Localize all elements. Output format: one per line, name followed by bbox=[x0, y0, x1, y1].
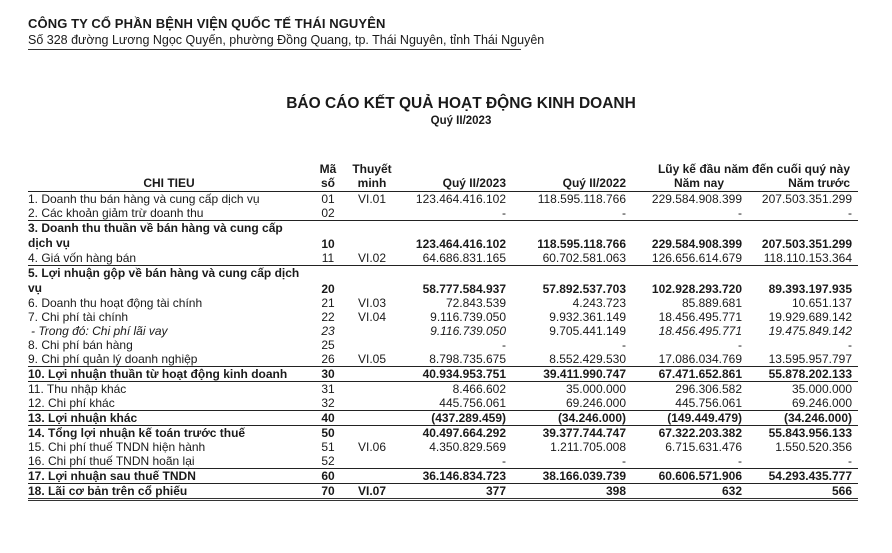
row-code: 32 bbox=[321, 396, 335, 410]
row-value-cum-current: 632 bbox=[628, 484, 744, 500]
row-item-label: 12. Chi phí khác bbox=[28, 396, 115, 410]
row-value-cum-current: - bbox=[738, 454, 742, 468]
row-value-cum-prior: 19.475.849.142 bbox=[768, 324, 853, 338]
row-value-q-prior: 9.932.361.149 bbox=[549, 310, 626, 324]
row-value-q-prior: 118.595.118.766 bbox=[537, 192, 626, 206]
row-note bbox=[346, 206, 398, 221]
row-note bbox=[346, 266, 398, 297]
row-value-cum-current: - bbox=[628, 206, 744, 221]
row-value-cum-current: 6.715.631.476 bbox=[665, 440, 742, 454]
column-header-cum-current: Năm nay bbox=[628, 176, 744, 192]
row-value-q-prior: 398 bbox=[508, 484, 628, 500]
row-item-label: 18. Lãi cơ bản trên cổ phiếu bbox=[28, 484, 310, 500]
row-value-q-current: - bbox=[502, 338, 506, 352]
row-value-q-prior: 4.243.723 bbox=[572, 296, 626, 310]
row-item-label: 11. Thu nhập khác bbox=[28, 382, 127, 396]
row-value-q-current: 9.116.739.050 bbox=[430, 324, 506, 338]
row-note bbox=[346, 338, 398, 352]
row-note bbox=[346, 411, 398, 426]
row-value-q-current: 36.146.834.723 bbox=[398, 469, 508, 484]
row-value-cum-current: (149.449.479) bbox=[628, 411, 744, 426]
row-value-cum-prior: 54.293.435.777 bbox=[744, 469, 858, 484]
row-note bbox=[346, 469, 398, 484]
row-value-q-prior: 69.246.000 bbox=[565, 396, 626, 410]
row-code: 26 bbox=[321, 352, 335, 366]
row-value-cum-prior: 89.393.197.935 bbox=[744, 266, 858, 297]
row-value-cum-current: 60.606.571.906 bbox=[628, 469, 744, 484]
row-value-cum-current: 445.756.061 bbox=[675, 396, 742, 410]
row-value-cum-current: 229.584.908.399 bbox=[651, 192, 742, 206]
table-row bbox=[28, 352, 858, 367]
row-value-q-current: 8.798.735.675 bbox=[429, 352, 506, 366]
company-address: Số 328 đường Lương Ngọc Quyến, phường Đồng Quang, tp. Thái Nguyên, tỉnh Thái Nguyên bbox=[28, 33, 545, 47]
table-row bbox=[28, 367, 858, 382]
row-note: VI.07 bbox=[346, 484, 398, 500]
row-value-q-current: 445.756.061 bbox=[439, 396, 506, 410]
row-note bbox=[346, 367, 398, 382]
row-item-label: 15. Chi phí thuế TNDN hiện hành bbox=[28, 440, 206, 454]
row-value-cum-prior: 207.503.351.299 bbox=[761, 192, 853, 206]
column-header-code-top: Mã bbox=[319, 162, 337, 176]
row-item-label: 16. Chi phí thuế TNDN hoãn lại bbox=[28, 454, 195, 468]
table-row bbox=[28, 324, 858, 338]
row-item-label: 6. Doanh thu hoạt động tài chính bbox=[28, 296, 203, 310]
row-value-cum-prior: 207.503.351.299 bbox=[761, 237, 853, 251]
row-value-cum-current: 17.086.034.769 bbox=[658, 352, 742, 366]
table-row bbox=[28, 484, 858, 500]
row-value-cum-prior: 1.550.520.356 bbox=[775, 440, 853, 454]
table-row bbox=[28, 310, 858, 324]
row-item-label: 14. Tổng lợi nhuận kế toán trước thuế bbox=[28, 426, 246, 440]
row-item-label: 17. Lợi nhuận sau thuế TNDN bbox=[28, 469, 310, 484]
row-value-cum-prior: 13.595.957.797 bbox=[768, 352, 853, 366]
table-row bbox=[28, 296, 858, 310]
row-code: 52 bbox=[321, 454, 335, 468]
row-code: 60 bbox=[310, 469, 346, 484]
column-header-note-bottom: minh bbox=[346, 176, 398, 192]
row-value-q-current: 8.466.602 bbox=[452, 382, 506, 396]
income-statement-table bbox=[28, 162, 858, 501]
row-item-label: 7. Chi phí tài chính bbox=[28, 310, 129, 324]
row-value-cum-current: 18.456.495.771 bbox=[658, 310, 742, 324]
table-row bbox=[28, 266, 858, 297]
row-value-q-current: 123.464.416.102 bbox=[415, 237, 506, 251]
row-value-cum-prior: 69.246.000 bbox=[791, 396, 853, 410]
table-row bbox=[28, 206, 858, 221]
row-item-label: 5. Lợi nhuận gộp về bán hàng và cung cấp dịch vụ bbox=[28, 266, 310, 297]
row-value-cum-current: 67.322.203.382 bbox=[658, 426, 742, 440]
row-value-q-prior: - bbox=[622, 454, 626, 468]
row-item-label: 4. Giá vốn hàng bán bbox=[28, 251, 137, 265]
column-header-cum-prior: Năm trước bbox=[744, 176, 858, 192]
row-value-cum-current: 18.456.495.771 bbox=[658, 324, 742, 338]
row-value-q-prior: 35.000.000 bbox=[565, 382, 626, 396]
table-row bbox=[28, 440, 858, 454]
row-code: 50 bbox=[321, 426, 335, 440]
row-value-q-prior: 9.705.441.149 bbox=[549, 324, 626, 338]
row-code: 20 bbox=[310, 266, 346, 297]
row-code: 70 bbox=[310, 484, 346, 500]
column-header-cumulative: Lũy kế đầu năm đến cuối quý này bbox=[657, 162, 851, 176]
row-value-q-prior: - bbox=[508, 206, 628, 221]
row-note: VI.05 bbox=[357, 352, 387, 366]
row-code: 30 bbox=[310, 367, 346, 382]
row-value-cum-prior: 118.110.153.364 bbox=[763, 251, 853, 265]
row-value-cum-current: 229.584.908.399 bbox=[651, 237, 742, 251]
row-value-cum-current: 296.306.582 bbox=[675, 382, 742, 396]
row-value-cum-current: 85.889.681 bbox=[681, 296, 742, 310]
row-value-q-prior: 1.211.705.008 bbox=[550, 440, 626, 454]
row-value-q-current: 123.464.416.102 bbox=[415, 192, 506, 206]
row-note: VI.02 bbox=[357, 251, 387, 265]
row-value-cum-current: 126.656.614.679 bbox=[651, 251, 742, 265]
row-value-cum-prior: 10.651.137 bbox=[791, 296, 853, 310]
row-note bbox=[346, 382, 398, 397]
report-title: BÁO CÁO KẾT QUẢ HOẠT ĐỘNG KINH DOANH bbox=[286, 95, 636, 112]
row-value-cum-prior: 566 bbox=[744, 484, 858, 500]
row-value-q-prior: 39.377.744.747 bbox=[542, 426, 626, 440]
table-row bbox=[28, 382, 858, 397]
row-value-q-current: 72.843.539 bbox=[445, 296, 506, 310]
row-value-q-prior: 8.552.429.530 bbox=[549, 352, 626, 366]
row-value-q-current: - bbox=[502, 454, 506, 468]
row-note: VI.04 bbox=[357, 310, 387, 324]
row-value-cum-current: 102.928.293.720 bbox=[628, 266, 744, 297]
row-note: VI.01 bbox=[357, 192, 387, 206]
row-note: VI.06 bbox=[357, 440, 387, 454]
table-row bbox=[28, 221, 858, 252]
row-item-label: 10. Lợi nhuận thuần từ hoạt động kinh doanh bbox=[28, 367, 310, 382]
row-item-label: 3. Doanh thu thuần về bán hàng và cung cấp dịch vụ bbox=[28, 221, 283, 250]
table-row bbox=[28, 426, 858, 441]
row-value-cum-current: 67.471.652.861 bbox=[628, 367, 744, 382]
row-value-q-prior: 38.166.039.739 bbox=[508, 469, 628, 484]
row-code: 22 bbox=[321, 310, 335, 324]
row-item-label: 2. Các khoản giảm trừ doanh thu bbox=[28, 206, 310, 221]
row-value-q-current: 40.497.664.292 bbox=[422, 426, 506, 440]
row-code: 40 bbox=[310, 411, 346, 426]
row-value-cum-prior: - bbox=[848, 338, 853, 352]
row-value-cum-prior: (34.246.000) bbox=[744, 411, 858, 426]
row-code: 25 bbox=[321, 338, 335, 352]
column-header-item: CHI TIEU bbox=[28, 162, 310, 192]
row-code: 10 bbox=[321, 237, 335, 251]
row-value-q-current: (437.289.459) bbox=[398, 411, 508, 426]
header-divider bbox=[28, 49, 521, 50]
row-note bbox=[346, 324, 398, 338]
column-header-q-prior: Quý II/2022 bbox=[508, 176, 628, 192]
table-row bbox=[28, 454, 858, 469]
row-value-q-current: 40.934.953.751 bbox=[398, 367, 508, 382]
row-note bbox=[346, 426, 398, 441]
row-code: 21 bbox=[321, 296, 335, 310]
row-value-q-current: 58.777.584.937 bbox=[398, 266, 508, 297]
row-value-q-current: 9.116.739.050 bbox=[430, 310, 506, 324]
row-value-q-current: - bbox=[398, 206, 508, 221]
table-row bbox=[28, 251, 858, 266]
row-value-q-current: 377 bbox=[398, 484, 508, 500]
column-header-q-current: Quý II/2023 bbox=[398, 176, 508, 192]
row-value-cum-prior: 55.878.202.133 bbox=[744, 367, 858, 382]
column-header-note-top: Thuyết bbox=[352, 162, 392, 176]
row-note: VI.03 bbox=[357, 296, 387, 310]
row-value-q-current: 64.686.831.165 bbox=[422, 251, 506, 265]
row-value-q-prior: 39.411.990.747 bbox=[508, 367, 628, 382]
column-header-code-bottom: số bbox=[310, 176, 346, 192]
row-value-cum-prior: 19.929.689.142 bbox=[768, 310, 853, 324]
row-code: 02 bbox=[310, 206, 346, 221]
row-code: 23 bbox=[321, 324, 335, 338]
row-value-q-prior: (34.246.000) bbox=[508, 411, 628, 426]
row-code: 11 bbox=[321, 251, 335, 265]
report-period: Quý II/2023 bbox=[430, 115, 492, 127]
row-value-q-prior: 118.595.118.766 bbox=[537, 237, 626, 251]
row-value-q-current: 4.350.829.569 bbox=[429, 440, 506, 454]
company-name: CÔNG TY CỔ PHẦN BỆNH VIỆN QUỐC TẾ THÁI NGUYÊN bbox=[28, 16, 386, 31]
row-item-label: - Trong đó: Chi phí lãi vay bbox=[31, 324, 168, 338]
row-note bbox=[346, 396, 398, 411]
row-code: 31 bbox=[321, 382, 335, 396]
row-item-label: 9. Chi phí quản lý doanh nghiệp bbox=[28, 352, 198, 366]
row-code: 51 bbox=[321, 440, 335, 454]
row-item-label: 13. Lợi nhuận khác bbox=[28, 411, 310, 426]
table-row bbox=[28, 396, 858, 411]
row-value-cum-prior: 35.000.000 bbox=[791, 382, 853, 396]
row-value-cum-prior: 55.843.956.133 bbox=[768, 426, 853, 440]
row-value-q-prior: - bbox=[622, 338, 626, 352]
table-row bbox=[28, 192, 858, 207]
table-row bbox=[28, 469, 858, 484]
row-value-cum-prior: - bbox=[744, 206, 858, 221]
row-value-q-prior: 60.702.581.063 bbox=[542, 251, 626, 265]
row-value-cum-current: - bbox=[738, 338, 742, 352]
table-row bbox=[28, 411, 858, 426]
row-item-label: 1. Doanh thu bán hàng và cung cấp dịch vụ bbox=[28, 192, 260, 206]
row-note bbox=[346, 221, 398, 252]
row-value-q-prior: 57.892.537.703 bbox=[508, 266, 628, 297]
row-code: 01 bbox=[321, 192, 335, 206]
table-row bbox=[28, 338, 858, 352]
row-item-label: 8. Chi phí bán hàng bbox=[28, 338, 133, 352]
row-value-cum-prior: - bbox=[848, 454, 853, 468]
row-note bbox=[346, 454, 398, 469]
